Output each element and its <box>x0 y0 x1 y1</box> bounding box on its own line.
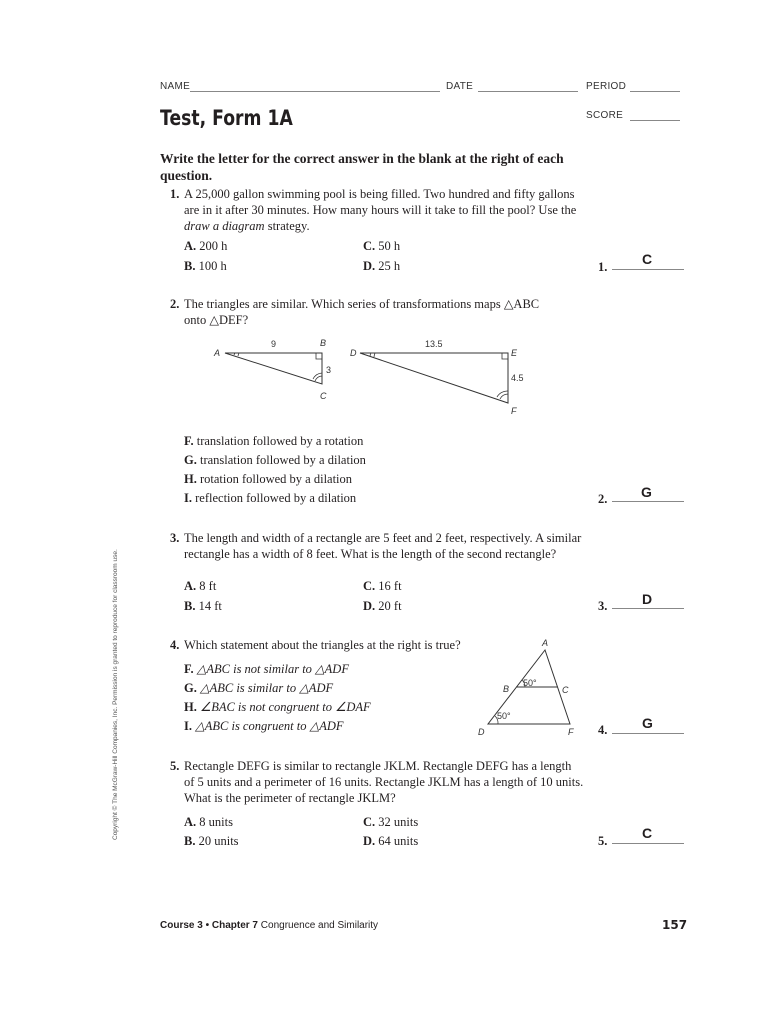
question-number: 3. <box>170 531 180 545</box>
label-ef: 4.5 <box>511 373 524 383</box>
label-bc: 3 <box>326 365 332 375</box>
answer-letter: G <box>642 715 653 731</box>
question-number: 5. <box>170 759 180 773</box>
option-f: F. △ABC is not similar to △ADF <box>184 662 349 676</box>
question-number: 2. <box>170 297 180 311</box>
name-label: NAME <box>160 81 191 92</box>
option-a: A. 8 units <box>184 815 233 829</box>
question-text: The triangles are similar. Which series of transformations maps △ABC onto △DEF? <box>184 297 540 327</box>
answer-letter: C <box>642 251 653 267</box>
answer-blank[interactable] <box>612 608 684 609</box>
answer-blank[interactable] <box>612 501 684 502</box>
triangle-abc <box>225 353 322 384</box>
triangle-def <box>360 353 508 403</box>
angle-d-label: 50° <box>497 711 511 721</box>
nested-triangles-diagram <box>470 636 590 740</box>
option-d: D. 64 units <box>363 834 419 848</box>
name-blank[interactable] <box>190 91 440 92</box>
page-title: Test, Form 1A <box>160 106 293 130</box>
period-blank[interactable] <box>630 91 680 92</box>
period-label: PERIOD <box>586 81 627 92</box>
label-e: E <box>511 348 518 358</box>
question-text: Rectangle DEFG is similar to rectangle JKLM. Rectangle DEFG has a length of 5 units and a perimeter of 16 units. Rectangle JKLM has a length of 10 units. What is the perimeter of rectangle JKLM? <box>184 759 584 805</box>
option-h: H. rotation followed by a dilation <box>184 472 353 486</box>
label-c: C <box>320 391 327 401</box>
option-b: B. 20 units <box>184 834 239 848</box>
answer-blank[interactable] <box>612 733 684 734</box>
answer-number: 4. <box>598 723 608 737</box>
option-f: F. translation followed by a rotation <box>184 434 364 448</box>
angle-b-label: 50° <box>523 678 537 688</box>
option-h: H. ∠BAC is not congruent to ∠DAF <box>184 700 371 714</box>
option-a: A. 8 ft <box>184 579 217 593</box>
question-text: Which statement about the triangles at the right is true? <box>184 638 461 652</box>
option-a: A. 200 h <box>184 239 228 253</box>
answer-number: 3. <box>598 599 608 613</box>
date-label: DATE <box>446 81 474 92</box>
label-a: A <box>214 348 221 358</box>
right-angle-marker <box>502 353 508 359</box>
question-text: The length and width of a rectangle are 5 feet and 2 feet, respectively. A similar rectangle has a width of 8 feet. What is the length of the second rectangle? <box>184 531 582 561</box>
answer-letter: G <box>641 484 652 500</box>
option-c: C. 16 ft <box>363 579 402 593</box>
date-blank[interactable] <box>478 91 578 92</box>
option-d: D. 25 h <box>363 259 401 273</box>
answer-blank[interactable] <box>612 843 684 844</box>
answer-letter: D <box>642 591 653 607</box>
label-de: 13.5 <box>425 339 443 349</box>
label-b: B <box>503 684 510 694</box>
label-f: F <box>568 727 574 737</box>
footer-course: Course 3 • Chapter 7 Congruence and Similarity <box>160 920 379 931</box>
similar-triangles-diagram <box>200 335 540 425</box>
answer-number: 2. <box>598 492 608 506</box>
label-c: C <box>562 685 569 695</box>
question-number: 4. <box>170 638 180 652</box>
option-c: C. 50 h <box>363 239 401 253</box>
option-g: G. translation followed by a dilation <box>184 453 366 467</box>
page-number: 157 <box>662 918 688 932</box>
label-a: A <box>542 638 549 648</box>
score-blank[interactable] <box>630 120 680 121</box>
question-text: A 25,000 gallon swimming pool is being filled. Two hundred and fifty gallons are in it after 30 minutes. How many hours will it take to fill the pool? Use the draw a diagram strategy. <box>184 187 577 233</box>
option-i: I. △ABC is congruent to △ADF <box>184 719 344 733</box>
label-b: B <box>320 338 327 348</box>
option-g: G. △ABC is similar to △ADF <box>184 681 334 695</box>
score-label: SCORE <box>586 110 624 121</box>
label-d: D <box>478 727 485 737</box>
question-number: 1. <box>170 187 180 201</box>
label-ab: 9 <box>271 339 277 349</box>
option-b: B. 14 ft <box>184 599 222 613</box>
option-d: D. 20 ft <box>363 599 402 613</box>
answer-number: 5. <box>598 834 608 848</box>
right-angle-marker <box>316 353 322 359</box>
label-d: D <box>350 348 357 358</box>
copyright-notice: Copyright © The McGraw-Hill Companies, Inc. Permission is granted to reproduce for classroom use. <box>112 549 119 840</box>
instructions: Write the letter for the correct answer in the blank at the right of each question. <box>160 151 564 183</box>
option-c: C. 32 units <box>363 815 419 829</box>
label-f: F <box>511 406 517 416</box>
answer-number: 1. <box>598 260 608 274</box>
option-i: I. reflection followed by a dilation <box>184 491 357 505</box>
answer-blank[interactable] <box>612 269 684 270</box>
answer-letter: C <box>642 825 653 841</box>
option-b: B. 100 h <box>184 259 227 273</box>
